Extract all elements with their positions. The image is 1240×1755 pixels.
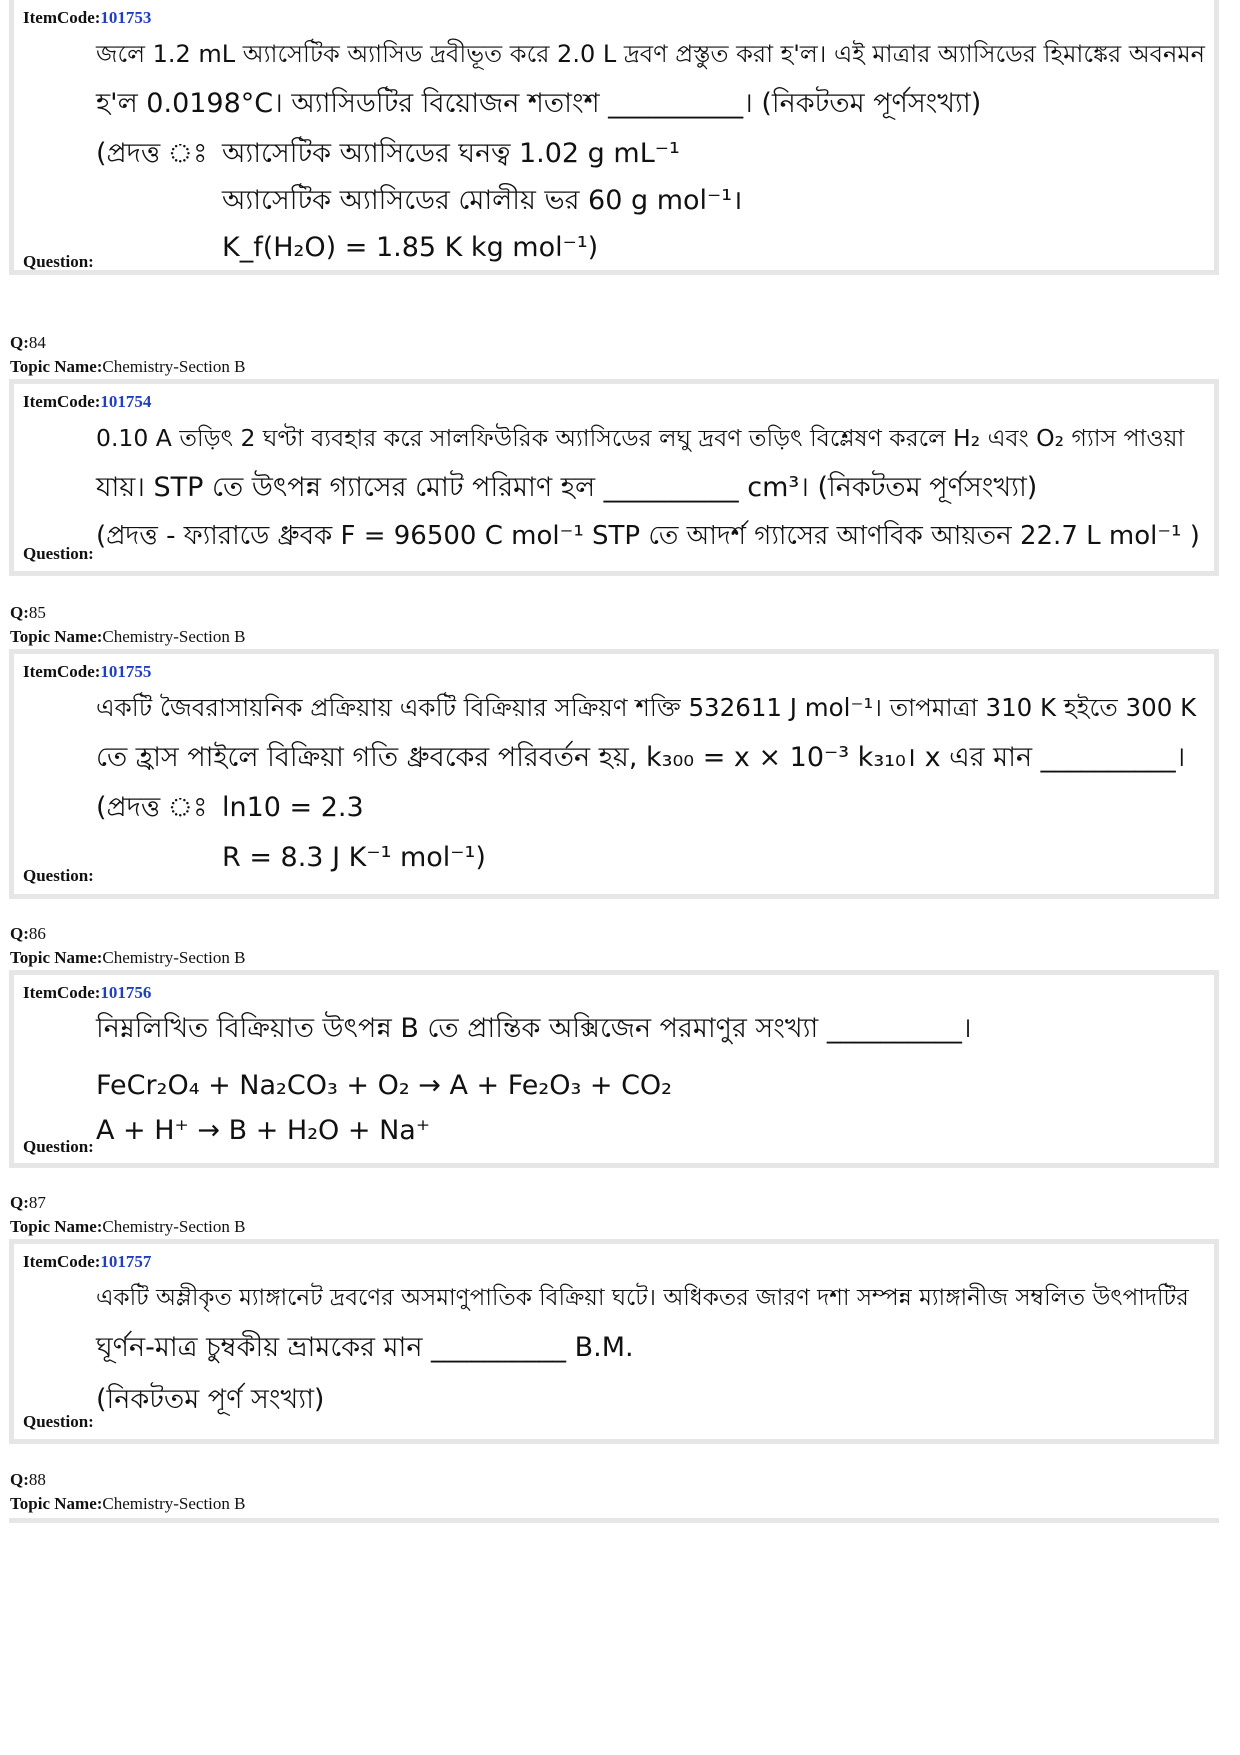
- question-label: Question:: [23, 1412, 94, 1431]
- question-label: Question:: [23, 1137, 94, 1156]
- question-text-line: 0.10 A তড়িৎ 2 ঘণ্টা ব্যবহার করে সালফিউরিক অ্যাসিডের লঘু দ্রবণ তড়িৎ বিশ্লেষণ করলে H₂ এবং O₂ গ্যাস পাওয়া: [96, 424, 1185, 452]
- question-text-line: যায়। STP তে উৎপন্ন গ্যাসের মোট পরিমাণ হল __________ cm³। (নিকটতম পূর্ণসংখ্যা): [96, 472, 1038, 503]
- question-label: Question:: [23, 252, 94, 271]
- topic-name: Topic Name:Chemistry-Section B: [10, 948, 246, 967]
- item-code: ItemCode:101757: [23, 1252, 152, 1271]
- question-number: Q:88: [10, 1470, 46, 1489]
- question-box: [9, 1239, 1219, 1444]
- question-number: Q:86: [10, 924, 46, 943]
- question-text-line: নিম্নলিখিত বিক্রিয়াত উৎপন্ন B তে প্রান্তিক অক্সিজেন পরমাণুর সংখ্যা __________।: [96, 1013, 972, 1044]
- given-line: R = 8.3 J K⁻¹ mol⁻¹): [222, 842, 486, 873]
- question-box: [9, 970, 1219, 1168]
- item-code: ItemCode:101754: [23, 392, 152, 411]
- equation-line: A + H⁺ → B + H₂O + Na⁺: [96, 1115, 431, 1146]
- question-label: Question:: [23, 866, 94, 885]
- given-line: K_f(H₂O) = 1.85 K kg mol⁻¹): [222, 232, 599, 263]
- question-text-line: তে হ্রাস পাইলে বিক্রিয়া গতি ধ্রুবকের পরিবর্তন হয়, k₃₀₀ = x × 10⁻³ k₃₁₀। x এর মান __________।: [96, 742, 1186, 773]
- topic-name: Topic Name:Chemistry-Section B: [10, 1217, 246, 1236]
- item-code: ItemCode:101755: [23, 662, 152, 681]
- question-text-line: ঘূর্ণন-মাত্র চুম্বকীয় ভ্রামকের মান __________ B.M.: [96, 1332, 634, 1363]
- question-box: [9, 0, 1219, 275]
- question-box: [9, 379, 1219, 576]
- topic-name: Topic Name:Chemistry-Section B: [10, 357, 246, 376]
- question-text-line: একটি অম্লীকৃত ম্যাঙ্গানেট দ্রবণের অসমাণুপাতিক বিক্রিয়া ঘটে। অধিকতর জারণ দশা সম্পন্ন ম্যাঙ্গানীজ সম্বলিত উৎপাদটির: [96, 1285, 1189, 1311]
- question-text-line: হ'ল 0.0198°C। অ্যাসিডটির বিয়োজন শতাংশ __________। (নিকটতম পূর্ণসংখ্যা): [96, 88, 982, 119]
- given-line: অ্যাসেটিক অ্যাসিডের মোলীয় ভর 60 g mol⁻¹।: [222, 185, 743, 216]
- question-number: Q:84: [10, 333, 46, 352]
- given-label: (প্রদত্ত ঃ: [96, 792, 208, 823]
- question-text-line: একটি জৈবরাসায়নিক প্রক্রিয়ায় একটি বিক্রিয়ার সক্রিয়ণ শক্তি 532611 J mol⁻¹। তাপমাত্রা 310 K হইতে 300 K: [96, 693, 1197, 722]
- question-box: [9, 649, 1219, 899]
- topic-name: Topic Name:Chemistry-Section B: [10, 1494, 246, 1513]
- item-code: ItemCode:101756: [23, 983, 152, 1002]
- question-number: Q:85: [10, 603, 46, 622]
- divider: [9, 1518, 1219, 1523]
- question-text-line: (নিকটতম পূর্ণ সংখ্যা): [96, 1384, 325, 1415]
- question-number: Q:87: [10, 1193, 46, 1212]
- given-label: (প্রদত্ত ঃ: [96, 138, 208, 169]
- question-label: Question:: [23, 544, 94, 563]
- question-text-line: জলে 1.2 mL অ্যাসেটিক অ্যাসিড দ্রবীভূত করে 2.0 L দ্রবণ প্রস্তুত করা হ'ল। এই মাত্রার অ্যাসিডের হিমাঙ্কের অবনমন: [96, 40, 1205, 68]
- topic-name: Topic Name:Chemistry-Section B: [10, 627, 246, 646]
- question-text-line: (প্রদত্ত - ফ্যারাডে ধ্রুবক F = 96500 C mol⁻¹ STP তে আদর্শ গ্যাসের আণবিক আয়তন 22.7 L mol⁻¹ ): [96, 521, 1200, 551]
- item-code: ItemCode:101753: [23, 8, 152, 27]
- equation-line: FeCr₂O₄ + Na₂CO₃ + O₂ → A + Fe₂O₃ + CO₂: [96, 1070, 672, 1101]
- given-line: অ্যাসেটিক অ্যাসিডের ঘনত্ব 1.02 g mL⁻¹: [222, 138, 680, 169]
- given-line: ln10 = 2.3: [222, 792, 364, 823]
